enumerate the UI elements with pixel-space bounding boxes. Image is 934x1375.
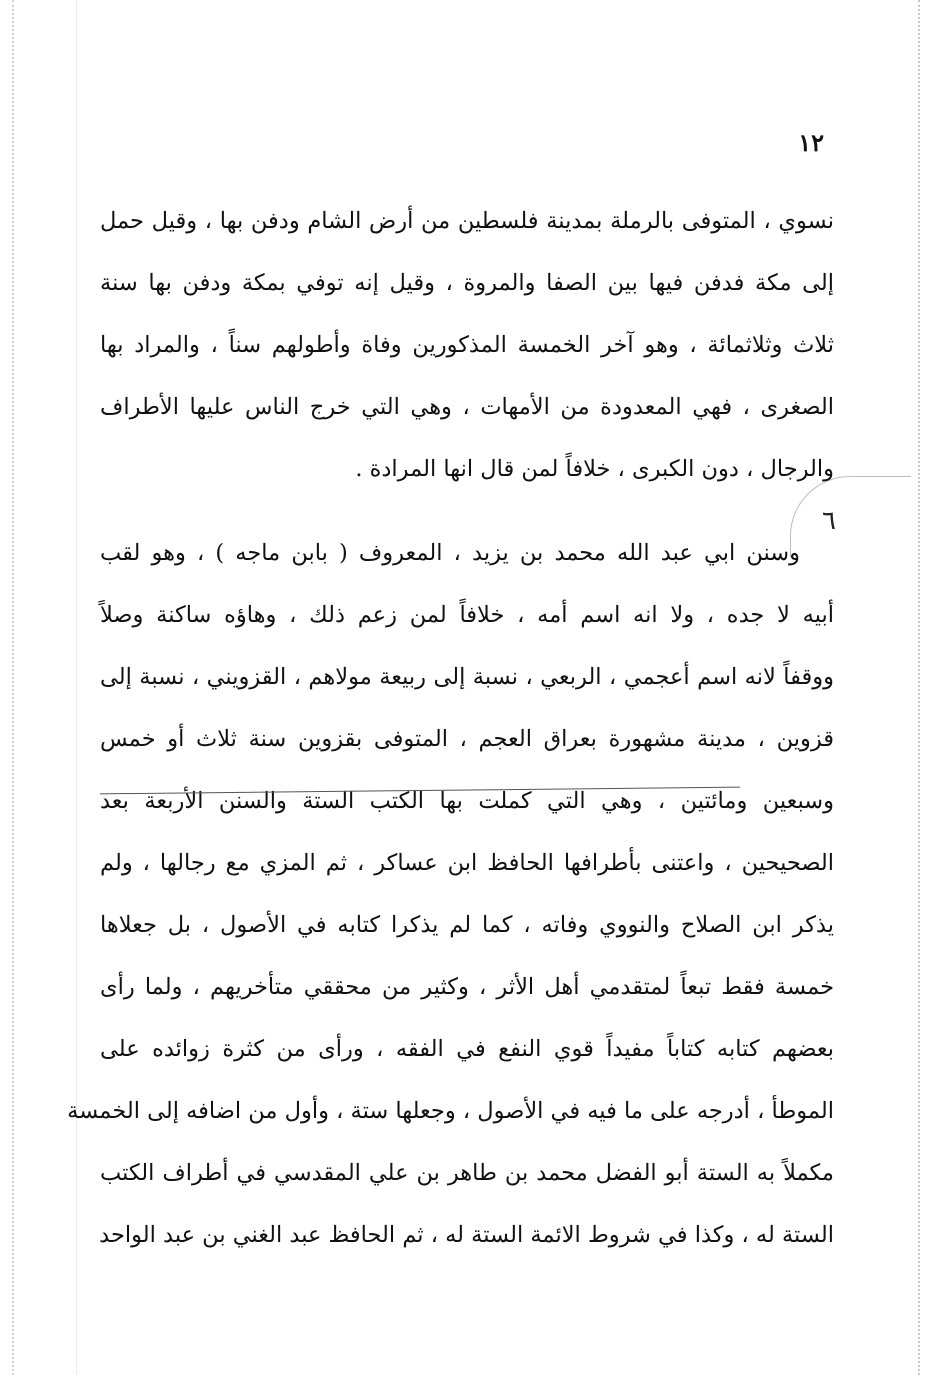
- text-line: يذكر ابن الصلاح والنووي وفاته ، كما لم يذكرا كتابه في الأصول ، بل جعلاها: [100, 912, 834, 938]
- text-line: وسبعين ومائتين ، وهي التي كملت بها الكتب الستة والسنن الأربعة بعد: [100, 788, 834, 814]
- text-line: الصغرى ، فهي المعدودة من الأمهات ، وهي التي خرج الناس عليها الأطراف: [100, 394, 834, 420]
- text-line: مكملاً به الستة أبو الفضل محمد بن طاهر بن علي المقدسي في أطراف الكتب: [100, 1160, 834, 1186]
- text-line: الستة له ، وكذا في شروط الائمة الستة له ، ثم الحافظ عبد الغني بن عبد الواحد: [99, 1222, 834, 1248]
- body-text: [67, 190, 835, 1266]
- text-line: وسنن ابي عبد الله محمد بن يزيد ، المعروف ( بابن ماجه ) ، وهو لقب: [100, 540, 800, 566]
- paragraph-1: [100, 190, 834, 500]
- handwritten-paragraph-marker: ٦: [822, 506, 836, 536]
- text-line: الموطأ ، أدرجه على ما فيه في الأصول ، وجعلها ستة ، وأول من اضافه إلى الخمسة: [67, 1098, 834, 1124]
- page-number: ١٢: [798, 128, 824, 157]
- text-line: ووقفاً لانه اسم أعجمي ، الربعي ، نسبة إلى ربيعة مولاهم ، القزويني ، نسبة إلى: [100, 664, 834, 690]
- text-line: قزوين ، مدينة مشهورة بعراق العجم ، المتوفى بقزوين سنة ثلاث أو خمس: [100, 726, 834, 752]
- text-line: بعضهم كتابه كتاباً مفيداً قوي النفع في الفقه ، ورأى من كثرة زوائده على: [100, 1036, 834, 1062]
- text-line: نسوي ، المتوفى بالرملة بمدينة فلسطين من أرض الشام ودفن بها ، وقيل حمل: [100, 208, 835, 234]
- text-line: ثلاث وثلاثمائة ، وهو آخر الخمسة المذكورين وفاة وأطولهم سناً ، والمراد بها: [100, 332, 834, 358]
- text-line: الصحيحين ، واعتنى بأطرافها الحافظ ابن عساكر ، ثم المزي مع رجالها ، ولم: [100, 850, 834, 876]
- paragraph-2-continued: [67, 584, 834, 1266]
- paragraph-2: [100, 522, 834, 584]
- scan-edge-dots-left-inner: [76, 0, 77, 1375]
- text-line: والرجال ، دون الكبرى ، خلافاً لمن قال انها المرادة .: [355, 456, 834, 482]
- text-line: خمسة فقط تبعاً لمتقدمي أهل الأثر ، وكثير من محققي متأخريهم ، ولما رأى: [100, 974, 834, 1000]
- scan-edge-dots-left: [12, 0, 14, 1375]
- text-line: أبيه لا جده ، ولا انه اسم أمه ، خلافاً لمن زعم ذلك ، وهاؤه ساكنة وصلاً: [100, 602, 834, 628]
- text-line: إلى مكة فدفن فيها بين الصفا والمروة ، وقيل إنه توفي بمكة ودفن بها سنة: [100, 270, 834, 296]
- scan-edge-dots-right: [918, 0, 920, 1375]
